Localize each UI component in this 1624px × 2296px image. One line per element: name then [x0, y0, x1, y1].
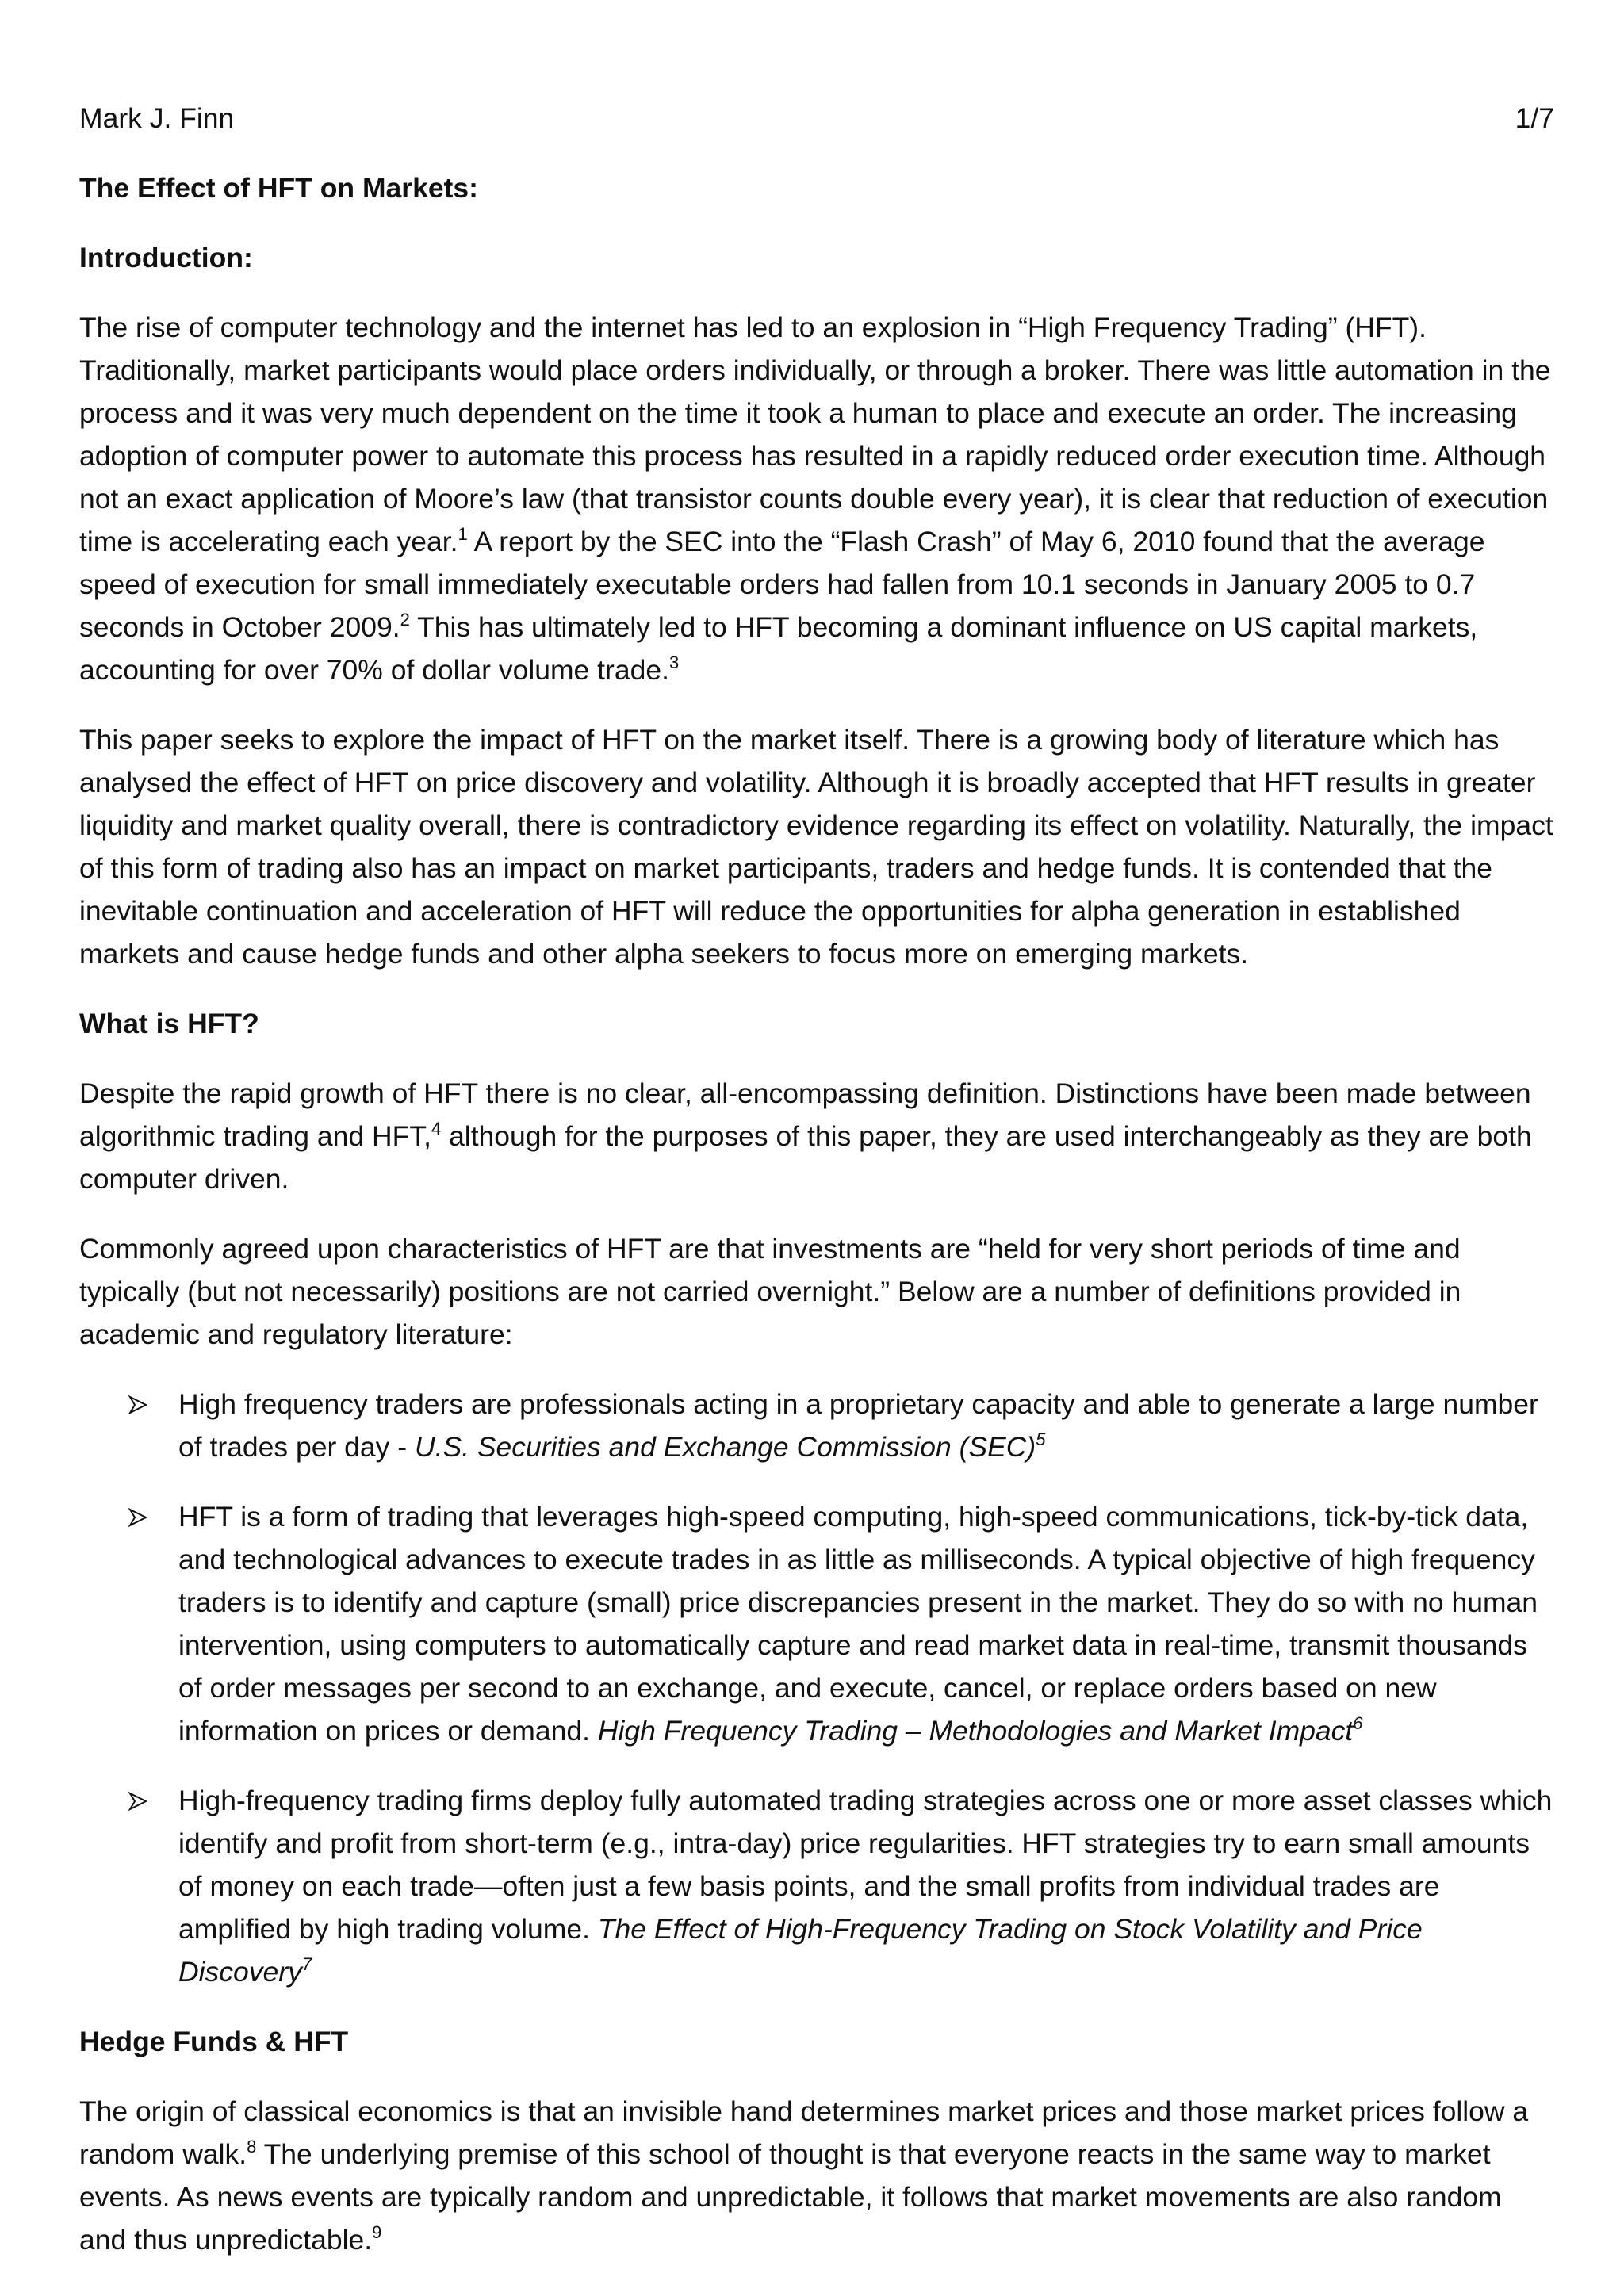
definition-item [79, 1779, 1554, 1993]
page-number: 1/7 [1515, 102, 1554, 134]
definition-source: The Effect of High-Frequency Trading on Stock Volatility and Price Discovery [178, 1913, 1423, 1988]
footnote-ref-3: 3 [668, 652, 680, 672]
what-is-hft-paragraph-1 [79, 1072, 1554, 1200]
arrow-bullet-icon [128, 1495, 152, 1538]
intro-p1-text-3: This has ultimately led to HFT becoming a dominant influence on US capital markets, accounting for over 70% of dollar volume trade. [79, 611, 1478, 686]
definition-text: High-frequency trading firms deploy fully automated trading strategies across one or more asset classes which identify and profit from short-term (e.g., intra-day) price regularities. HFT strategies try to earn small amounts of money on each trade—often just a few basis points, and the small profits from individual trades are amplified by high trading volume. [178, 1785, 1553, 1945]
introduction-paragraph-1 [79, 306, 1554, 691]
definition-item [79, 1383, 1554, 1468]
definition-source: High Frequency Trading – Methodologies and Market Impact [597, 1715, 1354, 1747]
hf-p1-text-2: The underlying premise of this school of thought is that everyone reacts in the same way to market events. As news events are typically random and unpredictable, it follows that market movements are also random and thus unpredictable. [79, 2138, 1502, 2256]
hedge-funds-paragraph-1 [79, 2090, 1554, 2261]
definitions-list [79, 1383, 1554, 1993]
page-header [79, 97, 1554, 140]
introduction-heading: Introduction: [79, 242, 253, 274]
introduction-paragraph-2: This paper seeks to explore the impact of HFT on the market itself. There is a growing body of literature which has analysed the effect of HFT on price discovery and volatility. Although it is broadly accepted that HFT results in greater liquidity and market quality overall, there is contradictory evidence regarding its effect on volatility. Naturally, the impact of this form of trading also has an impact on market participants, traders and hedge funds. It is contended that the inevitable continuation and acceleration of HFT will reduce the opportunities for alpha generation in established markets and cause hedge funds and other alpha seekers to focus more on emerging markets. [79, 724, 1553, 970]
footnote-ref-7: 7 [301, 1954, 312, 1974]
footnote-ref-4: 4 [431, 1119, 442, 1138]
definition-text: HFT is a form of trading that leverages high-speed computing, high-speed communications, tick-by-tick data, and technological advances to execute trades in as little as milliseconds. A typical objective of high frequency traders is to identify and capture (small) price discrepancies present in the market. They do so with no human intervention, using computers to automatically capture and read market data in real-time, transmit thousands of order messages per second to an exchange, and execute, cancel, or replace orders based on new information on prices or demand. [178, 1501, 1538, 1747]
footnote-ref-6: 6 [1353, 1713, 1363, 1733]
what-is-hft-paragraph-2: Commonly agreed upon characteristics of HFT are that investments are “held for very short periods of time and typically (but not necessarily) positions are not carried overnight.” Below are a number of definitions provided in academic and regulatory literature: [79, 1233, 1461, 1350]
footnote-ref-1: 1 [458, 524, 468, 544]
footnote-ref-9: 9 [372, 2222, 382, 2242]
footnote-ref-2: 2 [400, 610, 410, 629]
author-name: Mark J. Finn [79, 102, 235, 134]
footnote-ref-5: 5 [1036, 1429, 1046, 1449]
hedge-funds-heading: Hedge Funds & HFT [79, 2026, 349, 2057]
document-page [79, 97, 1554, 2288]
arrow-bullet-icon [128, 1779, 152, 1822]
footnote-ref-8: 8 [247, 2137, 257, 2156]
hft-p1-text-2: although for the purposes of this paper, they are used interchangeably as they are both computer driven. [79, 1120, 1532, 1195]
definition-item [79, 1495, 1554, 1752]
arrow-bullet-icon [128, 1383, 152, 1425]
document-title: The Effect of HFT on Markets: [79, 172, 478, 204]
intro-p1-text-1: The rise of computer technology and the internet has led to an explosion in “High Frequency Trading” (HFT). Traditionally, market participants would place orders individually, or through a broker. There was little automation in the process and it was very much dependent on the time it took a human to place and execute an order. The increasing adoption of computer power to automate this process has resulted in a rapidly reduced order execution time. Although not an exact application of Moore’s law (that transistor counts double every year), it is clear that reduction of execution time is accelerating each year. [79, 312, 1551, 557]
hft-p1-text-1: Despite the rapid growth of HFT there is no clear, all-encompassing definition. Distinctions have been made between algorithmic trading and HFT, [79, 1077, 1531, 1152]
what-is-hft-heading: What is HFT? [79, 1008, 259, 1039]
hf-p1-text-1: The origin of classical economics is that an invisible hand determines market prices and those market prices follow a random walk. [79, 2095, 1529, 2170]
definition-source: U.S. Securities and Exchange Commission (SEC) [414, 1431, 1036, 1463]
intro-p1-text-2: A report by the SEC into the “Flash Crash” of May 6, 2010 found that the average speed of execution for small immediately executable orders had fallen from 10.1 seconds in January 2005 to 0.7 seconds in October 2009. [79, 526, 1485, 643]
definition-text: High frequency traders are professionals acting in a proprietary capacity and able to generate a large number of trades per day - [178, 1388, 1538, 1463]
